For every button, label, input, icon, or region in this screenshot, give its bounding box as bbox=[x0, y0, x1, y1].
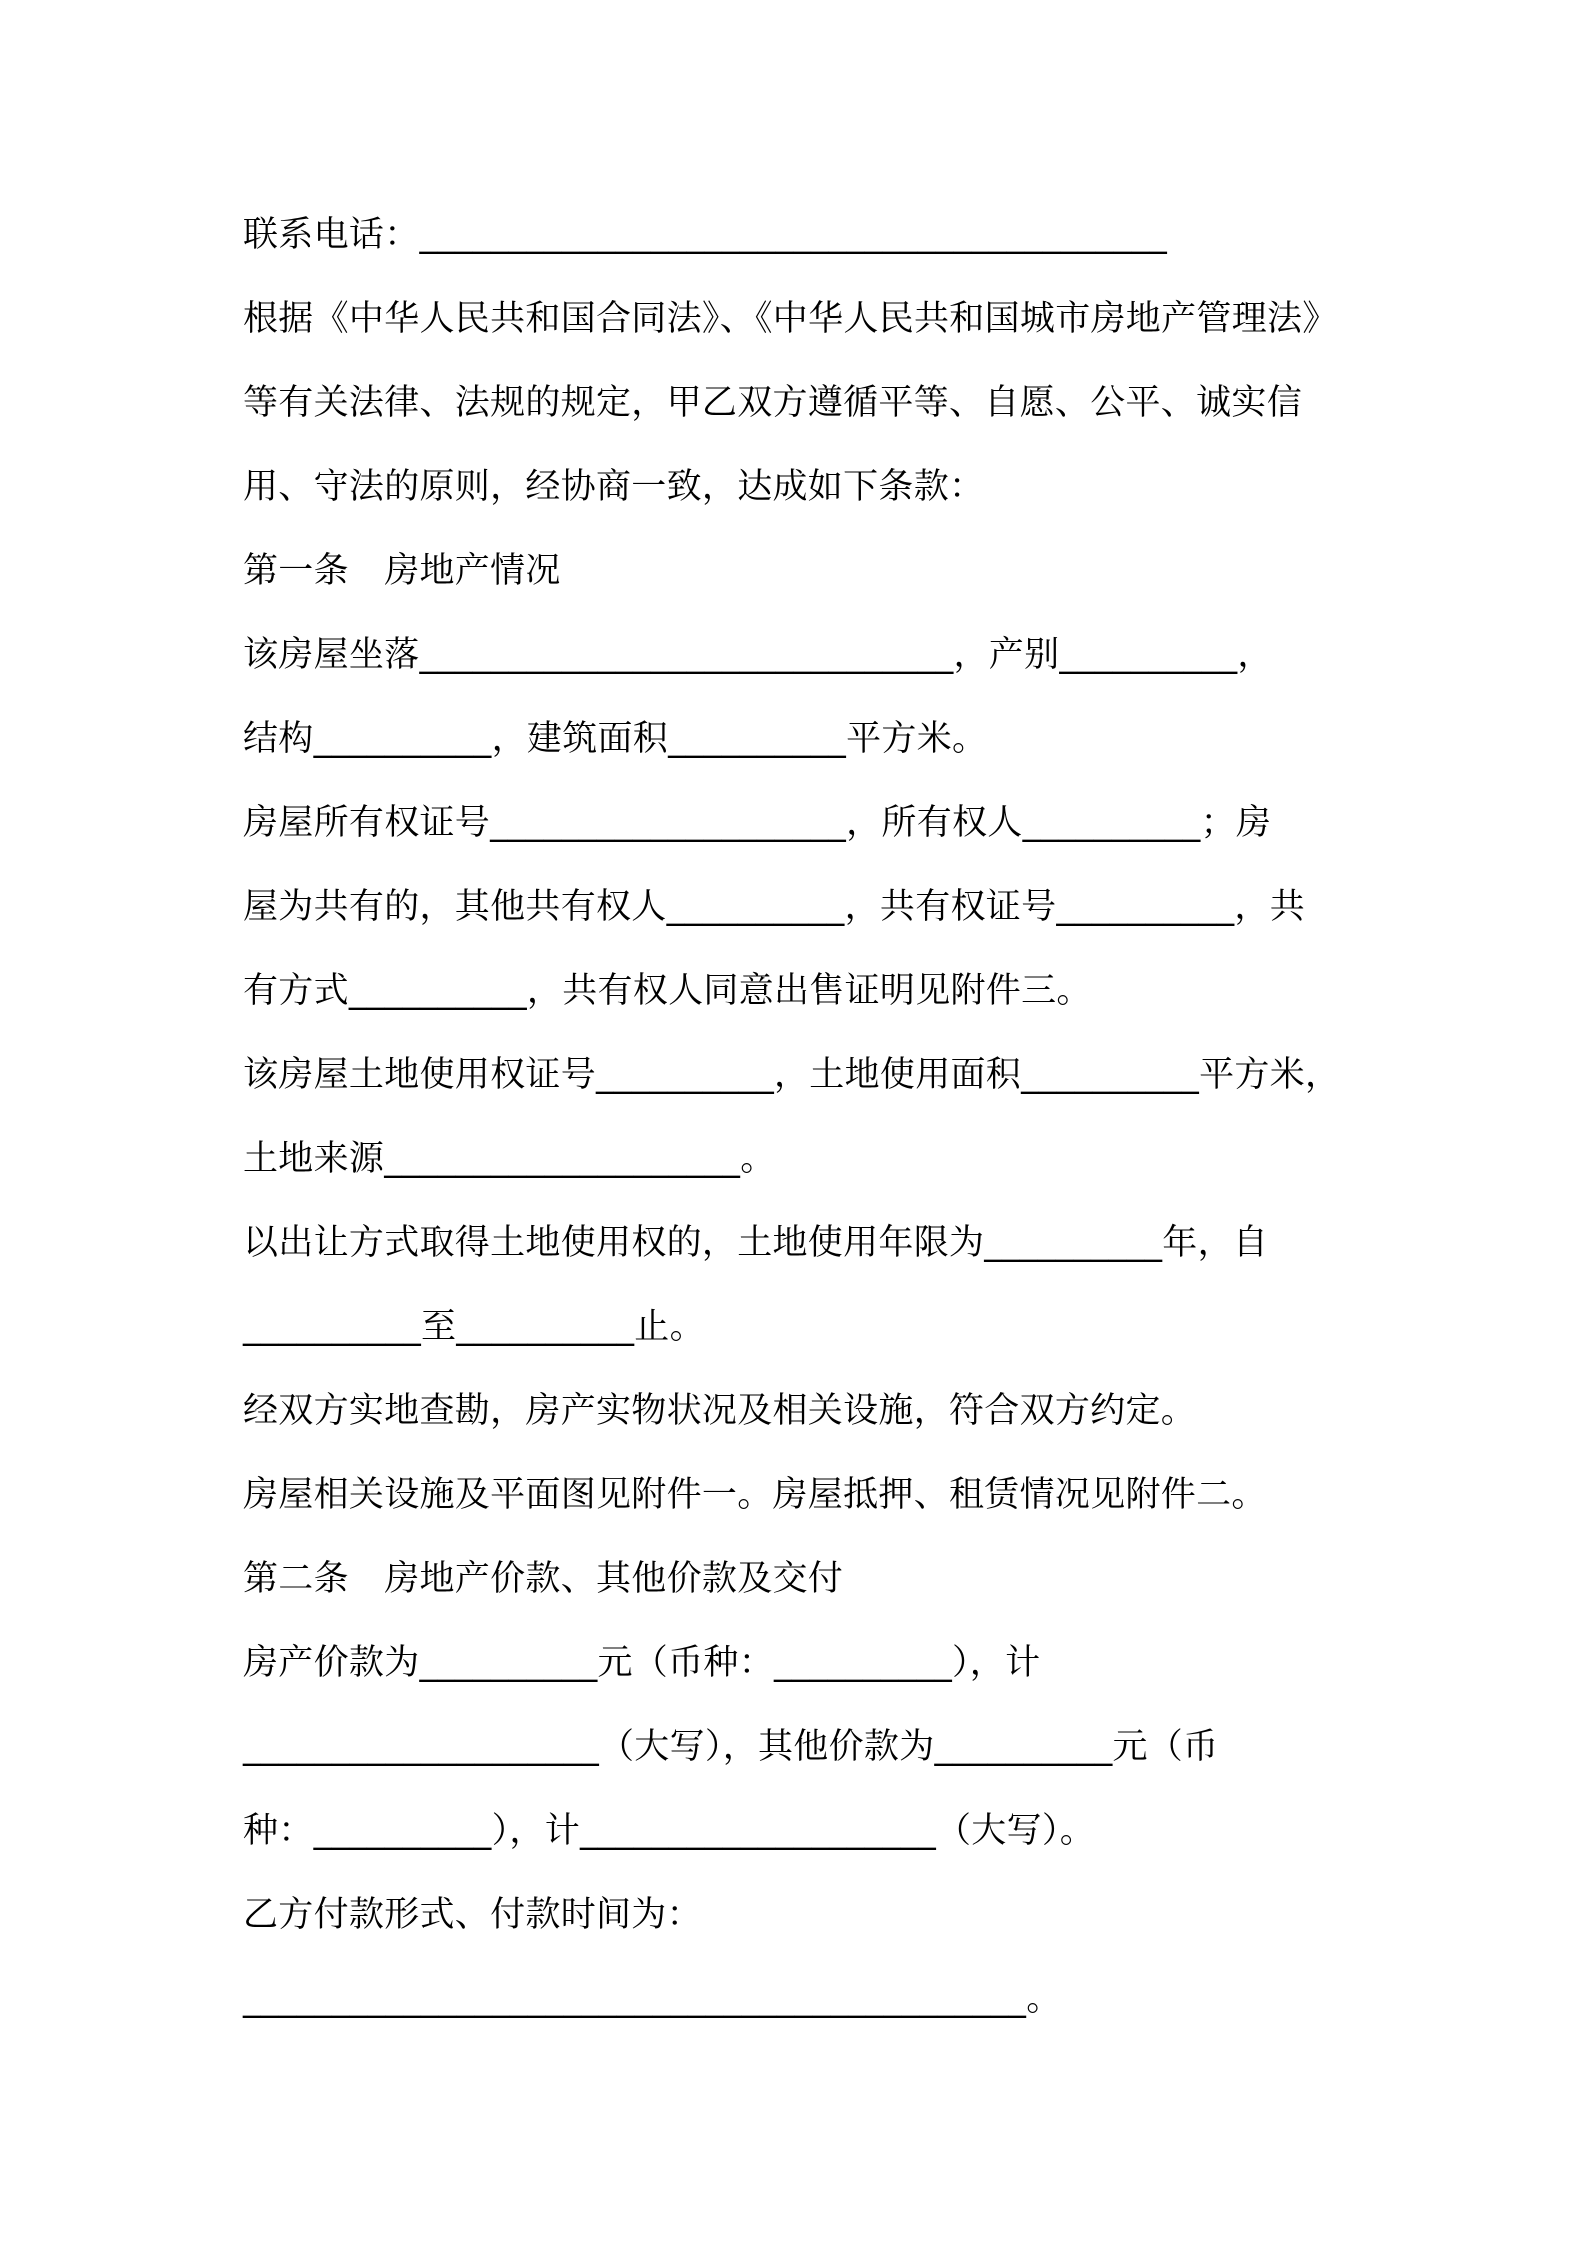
inspection-line: 经双方实地查勘，房产实物状况及相关设施，符合双方约定。 bbox=[243, 1391, 1197, 1431]
property-location-line: 该房屋坐落______________________________，产别__________， bbox=[243, 635, 1273, 675]
article-1-heading: 第一条 房地产情况 bbox=[243, 551, 561, 591]
legal-basis-line-3: 用、守法的原则，经协商一致，达成如下条款： bbox=[243, 467, 985, 507]
land-use-certificate-line: 该房屋土地使用权证号__________，土地使用面积__________平方米， bbox=[243, 1055, 1341, 1095]
payment-terms-blank-line: ____________________________________________。 bbox=[243, 1979, 1062, 2019]
legal-basis-line-2: 等有关法律、法规的规定，甲乙双方遵循平等、自愿、公平、诚实信 bbox=[243, 383, 1303, 423]
co-ownership-line: 屋为共有的，其他共有权人__________，共有权证号__________，共 bbox=[243, 887, 1306, 927]
price-in-words-line: ____________________（大写），其他价款为__________元（币 bbox=[243, 1727, 1219, 1767]
contact-phone-line: 联系电话：__________________________________________ bbox=[243, 215, 1168, 255]
co-ownership-method-line: 有方式__________，共有权人同意出售证明见附件三。 bbox=[243, 971, 1092, 1011]
other-price-line: 种：__________），计____________________（大写）。 bbox=[243, 1811, 1096, 1851]
land-use-period-line: __________至__________止。 bbox=[243, 1307, 705, 1347]
land-use-term-line: 以出让方式取得土地使用权的，土地使用年限为__________年，自 bbox=[243, 1223, 1269, 1263]
structure-area-line: 结构__________，建筑面积__________平方米。 bbox=[243, 719, 988, 759]
payment-terms-line: 乙方付款形式、付款时间为： bbox=[243, 1895, 702, 1935]
property-price-line: 房产价款为__________元（币种：__________），计 bbox=[243, 1643, 1041, 1683]
ownership-certificate-line: 房屋所有权证号____________________，所有权人__________；房 bbox=[243, 803, 1272, 843]
attachments-line: 房屋相关设施及平面图见附件一。房屋抵押、租赁情况见附件二。 bbox=[243, 1475, 1267, 1515]
article-2-heading: 第二条 房地产价款、其他价款及交付 bbox=[243, 1559, 844, 1599]
land-source-line: 土地来源____________________。 bbox=[243, 1139, 776, 1179]
legal-basis-line-1: 根据《中华人民共和国合同法》、《中华人民共和国城市房地产管理法》 bbox=[243, 299, 1338, 339]
